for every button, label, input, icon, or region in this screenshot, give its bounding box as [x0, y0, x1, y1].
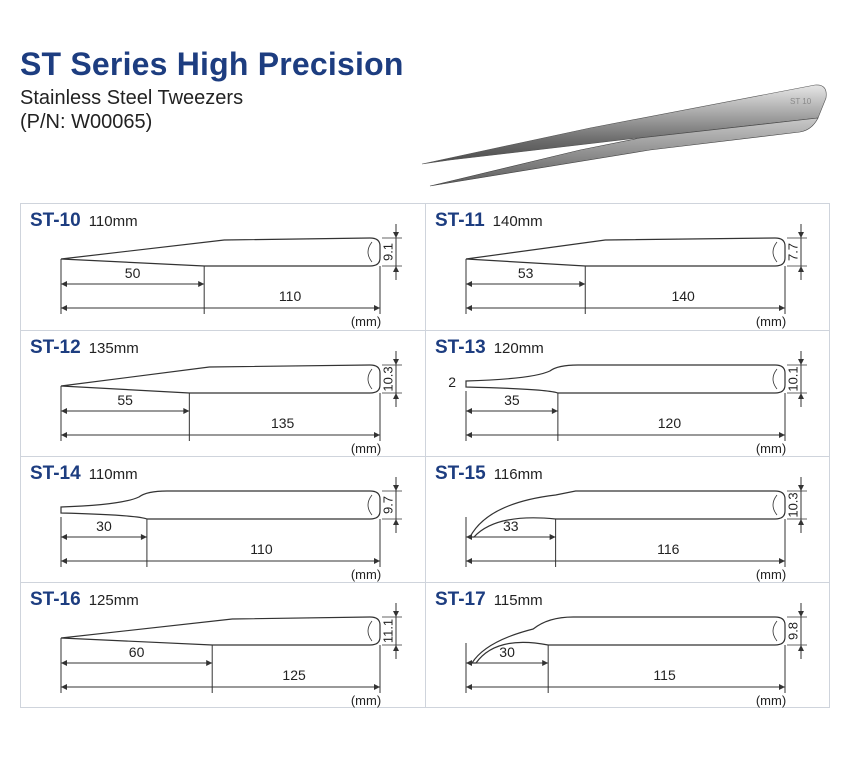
page-subtitle	[20, 86, 243, 134]
model-cell	[21, 583, 425, 709]
dimension-line-tip-arrow-end	[542, 660, 548, 666]
model-length: 140mm	[492, 213, 543, 230]
part-number: (P/N: W00065)	[20, 111, 153, 133]
units-label: (mm)	[755, 693, 787, 708]
width-dimension-label: 7.7	[785, 242, 801, 262]
model-cell	[21, 457, 425, 583]
dimension-line-tip-arrow-start	[61, 281, 67, 287]
dimension-line-width-arrow-bottom	[798, 266, 804, 272]
dimension-line-width-arrow-top	[798, 232, 804, 238]
dimension-line-total-arrow-end	[779, 558, 785, 564]
tweezer-outline	[61, 238, 380, 266]
units-label: (mm)	[350, 441, 382, 456]
units-label: (mm)	[755, 567, 787, 582]
units-label: (mm)	[350, 314, 382, 329]
dimension-line-total-arrow-end	[374, 305, 380, 311]
total-dimension-label: 125	[282, 667, 306, 683]
model-heading	[30, 337, 139, 359]
dimension-line-width-arrow-top	[393, 485, 399, 491]
dimension-line-total-arrow-start	[61, 684, 67, 690]
dimension-line-total-arrow-start	[61, 432, 67, 438]
model-length: 135mm	[88, 340, 139, 357]
units-label: (mm)	[755, 441, 787, 456]
dimension-line-total-arrow-end	[374, 432, 380, 438]
dimension-line-width-arrow-top	[393, 359, 399, 365]
model-name: ST-13	[435, 337, 486, 358]
model-length: 110mm	[88, 466, 138, 483]
model-name: ST-12	[30, 337, 81, 358]
total-dimension-label: 135	[270, 415, 295, 431]
tip-dimension-label: 35	[504, 392, 520, 408]
page-title: ST Series High Precision	[20, 46, 404, 82]
tweezers-photo	[420, 80, 830, 200]
model-heading	[435, 589, 543, 611]
dimension-line-tip-arrow-end	[206, 660, 212, 666]
dimension-line-tip-arrow-start	[61, 408, 67, 414]
model-heading	[30, 589, 139, 611]
tweezer-outline	[61, 617, 380, 645]
width-dimension-label: 11.1	[380, 618, 396, 644]
model-name: ST-15	[435, 463, 486, 484]
dimension-line-total-arrow-start	[61, 558, 67, 564]
hero-engraving: ST 10	[790, 97, 812, 106]
model-cell	[21, 204, 425, 330]
width-dimension-label: 9.8	[785, 621, 801, 641]
total-dimension-label: 110	[278, 288, 302, 304]
tip-dimension-label: 50	[124, 265, 141, 281]
model-heading	[435, 337, 544, 359]
dimension-line-width-arrow-top	[393, 611, 399, 617]
tip-dimension-label: 53	[517, 265, 534, 281]
tip-width-label: 2	[448, 374, 456, 390]
dimension-line-total-arrow-end	[779, 432, 785, 438]
width-dimension-label: 10.3	[785, 492, 801, 518]
tip-dimension-label: 30	[96, 518, 112, 534]
dimension-line-width-arrow-top	[798, 611, 804, 617]
tip-dimension-label: 55	[117, 392, 133, 408]
total-dimension-label: 110	[250, 541, 273, 557]
width-dimension-label: 10.3	[380, 366, 396, 392]
dimension-line-tip-arrow-start	[466, 408, 472, 414]
model-name: ST-16	[30, 589, 81, 610]
model-cell	[21, 331, 425, 457]
dimension-line-width-arrow-bottom	[798, 645, 804, 651]
tweezer-outline	[472, 617, 785, 663]
model-grid	[20, 203, 830, 708]
model-name: ST-11	[435, 210, 485, 231]
dimension-line-total-arrow-start	[61, 305, 67, 311]
model-length: 120mm	[493, 340, 544, 357]
width-dimension-label: 9.7	[380, 495, 396, 515]
dimension-line-tip-arrow-start	[61, 534, 67, 540]
dimension-line-width-arrow-bottom	[393, 266, 399, 272]
dimension-line-total-arrow-start	[466, 684, 472, 690]
model-cell	[426, 583, 830, 709]
dimension-line-width-arrow-bottom	[393, 393, 399, 399]
model-length: 115mm	[493, 592, 543, 609]
dimension-line-width-arrow-top	[798, 485, 804, 491]
total-dimension-label: 115	[653, 667, 676, 683]
total-dimension-label: 140	[671, 288, 695, 304]
model-length: 125mm	[88, 592, 139, 609]
tweezer-outline	[466, 365, 785, 393]
dimension-line-tip-arrow-start	[466, 534, 472, 540]
model-name: ST-10	[30, 210, 81, 231]
width-dimension-label: 10.1	[785, 366, 801, 392]
dimension-line-total-arrow-end	[779, 684, 785, 690]
dimension-line-tip-arrow-end	[183, 408, 189, 414]
total-dimension-label: 120	[657, 415, 682, 431]
tweezer-outline	[466, 238, 785, 266]
tweezer-outline	[61, 365, 380, 393]
units-label: (mm)	[350, 693, 382, 708]
tip-dimension-label: 33	[503, 518, 519, 534]
model-length: 110mm	[88, 213, 138, 230]
units-label: (mm)	[350, 567, 382, 582]
dimension-line-tip-arrow-start	[466, 660, 472, 666]
dimension-line-width-arrow-bottom	[798, 393, 804, 399]
model-name: ST-14	[30, 463, 81, 484]
dimension-line-total-arrow-start	[466, 432, 472, 438]
total-dimension-label: 116	[657, 541, 680, 557]
model-heading	[435, 210, 543, 232]
dimension-line-tip-arrow-end	[579, 281, 585, 287]
model-name: ST-17	[435, 589, 486, 610]
dimension-line-tip-arrow-start	[61, 660, 67, 666]
model-heading	[30, 463, 138, 485]
tip-dimension-label: 60	[128, 644, 145, 660]
width-dimension-label: 9.1	[380, 242, 396, 262]
tweezer-outline	[61, 491, 380, 519]
dimension-line-width-arrow-top	[393, 232, 399, 238]
dimension-line-width-arrow-bottom	[393, 645, 399, 651]
dimension-line-tip-arrow-end	[141, 534, 147, 540]
dimension-line-total-arrow-end	[374, 558, 380, 564]
model-cell	[426, 331, 830, 457]
dimension-line-width-arrow-top	[798, 359, 804, 365]
model-length: 116mm	[493, 466, 543, 483]
dimension-line-tip-arrow-start	[466, 281, 472, 287]
dimension-line-tip-arrow-end	[552, 408, 558, 414]
tip-dimension-label: 30	[499, 644, 515, 660]
dimension-line-total-arrow-start	[466, 305, 472, 311]
units-label: (mm)	[755, 314, 787, 329]
model-heading	[30, 210, 138, 232]
dimension-line-width-arrow-bottom	[798, 519, 804, 525]
dimension-line-width-arrow-bottom	[393, 519, 399, 525]
model-heading	[435, 463, 543, 485]
dimension-line-tip-arrow-end	[550, 534, 556, 540]
dimension-line-total-arrow-end	[779, 305, 785, 311]
model-cell	[426, 204, 830, 330]
dimension-line-tip-arrow-end	[198, 281, 204, 287]
subtitle-line: Stainless Steel Tweezers	[20, 87, 244, 109]
dimension-line-total-arrow-end	[374, 684, 380, 690]
dimension-line-total-arrow-start	[466, 558, 472, 564]
model-cell	[426, 457, 830, 583]
